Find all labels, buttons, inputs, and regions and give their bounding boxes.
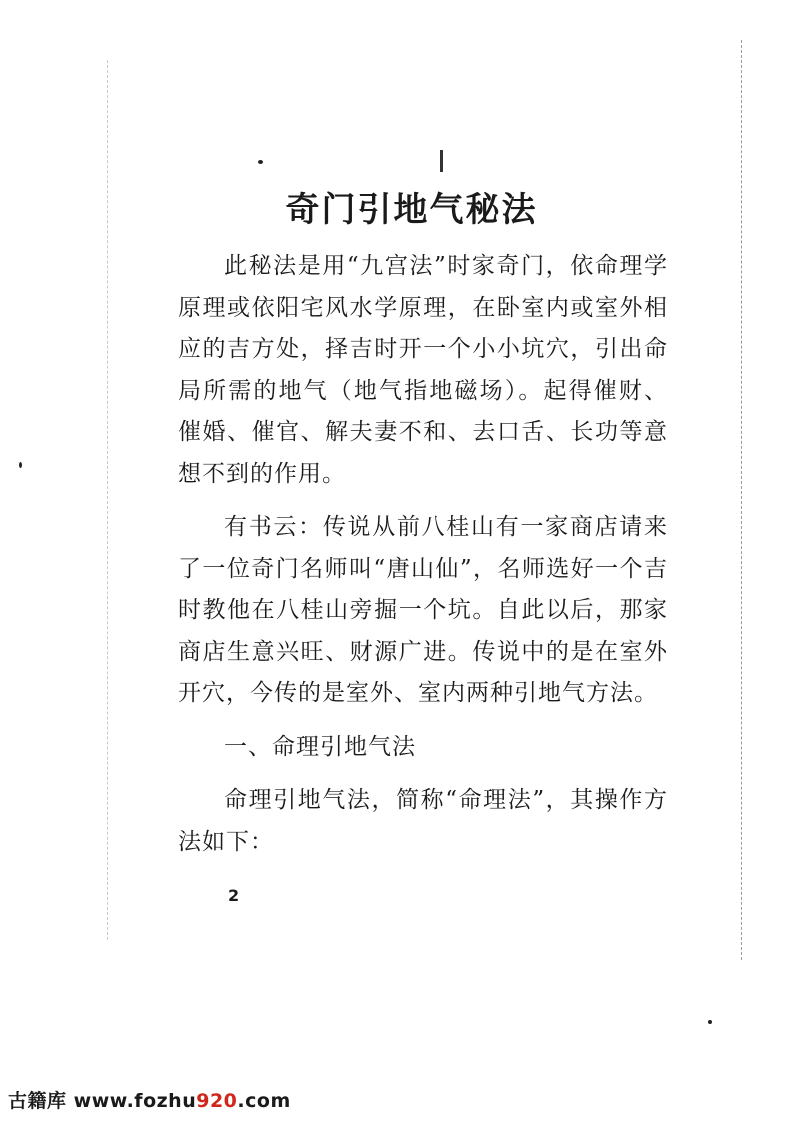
paragraph: 命理引地气法，简称“命理法”，其操作方法如下：	[178, 787, 668, 855]
scan-speck	[258, 160, 263, 164]
scan-edge-line-right	[741, 40, 742, 960]
url-number: 920	[196, 1090, 238, 1112]
scan-mark	[440, 150, 443, 172]
site-url[interactable]	[74, 1090, 291, 1112]
watermark-footer[interactable]	[8, 1086, 291, 1113]
page-number: 2	[228, 886, 240, 905]
url-prefix: www.fozhu	[73, 1090, 197, 1112]
paragraph: 有书云：传说从前八桂山有一家商店请来了一位奇门名师叫“唐山仙”，名师选好一个吉时教他在八桂山旁掘一个坑。自此以后，那家商店生意兴旺、财源广进。传说中的是在室外开穴，今传的是室外、室内两种引地气方法。	[178, 514, 668, 706]
body-text	[178, 246, 668, 863]
site-name: 古籍库	[8, 1090, 67, 1112]
page-title: 奇门引地气秘法	[285, 190, 538, 230]
url-suffix: .com	[237, 1090, 291, 1112]
section-heading: 一、命理引地气法	[224, 733, 416, 760]
paragraph: 此秘法是用“九宫法”时家奇门，依命理学原理或依阳宅风水学原理，在卧室内或室外相应的吉方处，择吉时开一个小小坑穴，引出命局所需的地气（地气指地磁场）。起得催财、催婚、催官、解夫妻不和、去口舌、长功等意想不到的作用。	[178, 253, 668, 487]
scan-speck	[19, 462, 22, 468]
scan-speck	[708, 1020, 712, 1024]
